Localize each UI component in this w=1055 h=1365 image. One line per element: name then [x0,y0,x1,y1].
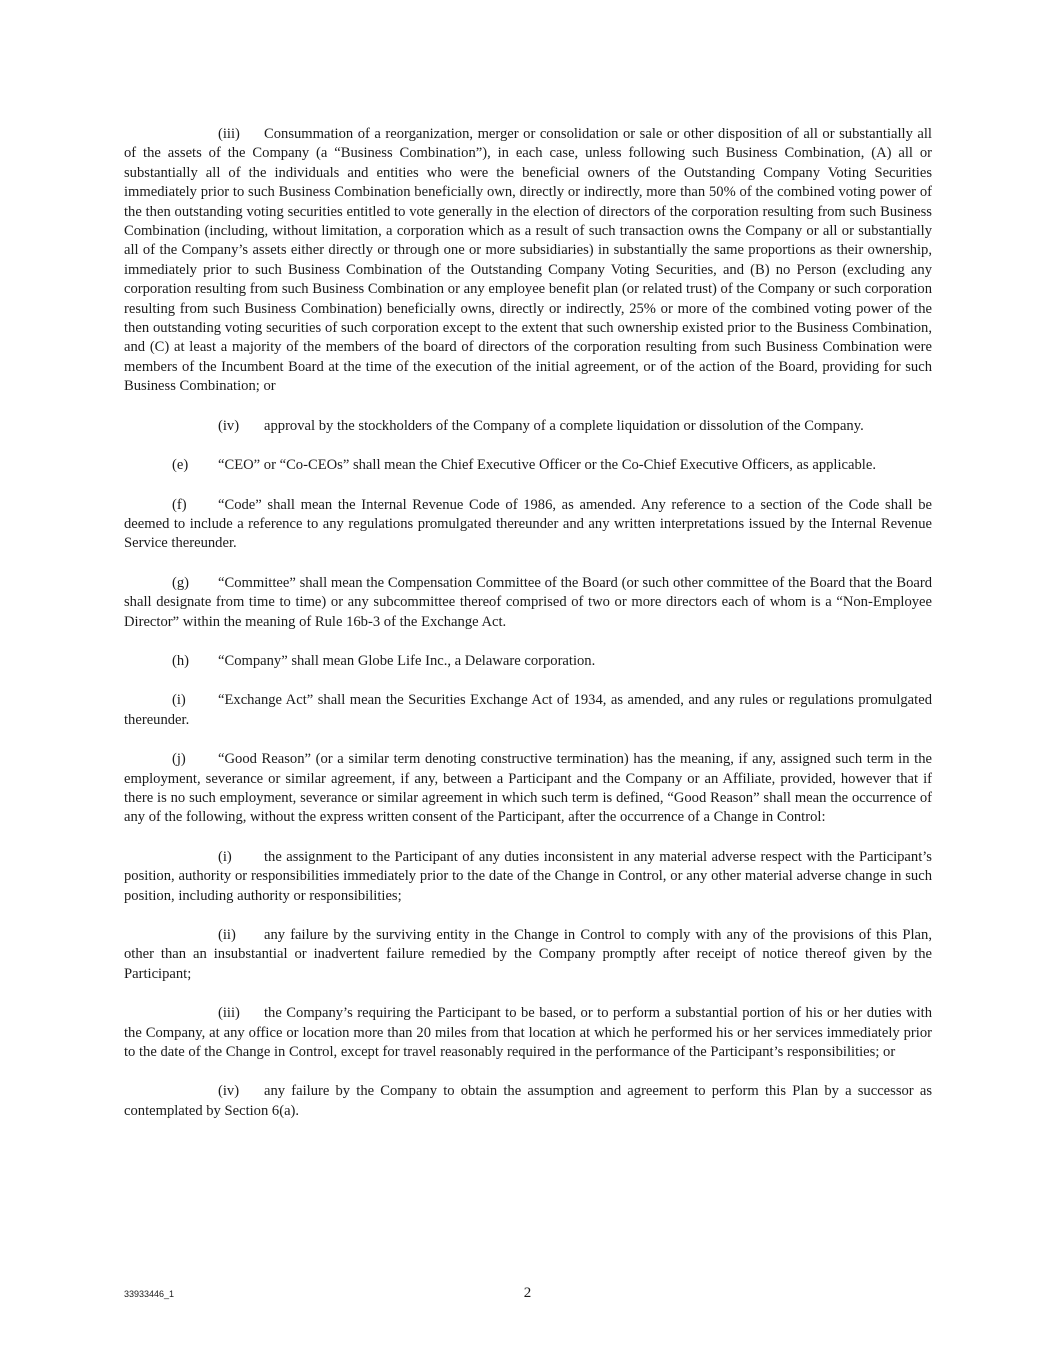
paragraph-number: (ii) [218,927,236,943]
paragraph-text: any failure by the Company to obtain the assumption and agreement to perform this Plan by a successor as contemplated by Section 6(a). [124,1083,932,1119]
paragraph-text: approval by the stockholders of the Company of a complete liquidation or dissolution of the Company. [264,417,864,434]
paragraph-number: (g) [172,574,190,591]
page-number: 2 [523,1285,532,1301]
paragraph-f-code [124,496,932,554]
paragraph-i-assignment [124,848,932,906]
paragraph-iii-relocation [124,1004,932,1062]
paragraph-number: (iii) [218,126,240,142]
paragraph-number: (iii) [218,1005,240,1022]
paragraph-text: “Committee” shall mean the Compensation Committee of the Board (or such other committee of the Board that the Board shall designate from time to time) or any subcommittee thereof comprised of two or more directors each of whom is a “Non-Employee Director” within the meaning of Rule 16b-3 of the Exchange Act. [124,574,932,630]
paragraph-iii-business-combination [124,125,932,397]
paragraph-text: “Good Reason” (or a similar term denoting constructive termination) has the meaning, if any, assigned such term in the employment, severance or similar agreement, if any, between a Participant and the Company or an Affiliate, provided, however that if there is no such employment, severance or similar agreement in which such term is defined, “Good Reason” shall mean the occurrence of any of the following, without the express written consent of the Participant, after the occurrence of a Change in Control: [124,751,932,826]
paragraph-text: the assignment to the Participant of any duties inconsistent in any material adverse respect with the Participant’s position, authority or responsibilities immediately prior to the date of the Change in Control, or any other material adverse change in such position, including authority or responsibilities; [124,848,932,904]
paragraph-number: (iv) [218,417,240,434]
paragraph-number: (i) [172,692,186,709]
document-id: 33933446_1 [124,1289,175,1299]
paragraph-iv-liquidation [124,417,932,436]
paragraph-number: (f) [172,496,187,513]
paragraph-ii-failure-to-comply [124,926,932,984]
paragraph-iv-successor [124,1082,932,1121]
paragraph-h-company [124,652,932,671]
paragraph-text: “CEO” or “Co-CEOs” shall mean the Chief Executive Officer or the Co-Chief Executive Officers, as applicable. [218,457,876,474]
paragraph-number: (i) [218,848,232,865]
paragraph-g-committee [124,574,932,632]
paragraph-e-ceo [124,456,932,475]
paragraph-text: “Company” shall mean Globe Life Inc., a Delaware corporation. [218,652,596,669]
document-body [124,125,932,1141]
paragraph-text: “Code” shall mean the Internal Revenue Code of 1986, as amended. Any reference to a section of the Code shall be deemed to include a reference to any regulations promulgated thereunder and any written interpretations issued by the Internal Revenue Service thereunder. [124,496,932,552]
paragraph-number: (e) [172,457,189,474]
paragraph-text: any failure by the surviving entity in the Change in Control to comply with any of the provisions of this Plan, other than an insubstantial or inadvertent failure remedied by the Company promptly after receipt of notice thereof given by the Participant; [124,927,932,982]
paragraph-number: (j) [172,751,186,768]
paragraph-j-good-reason [124,750,932,828]
paragraph-i-exchange-act [124,691,932,730]
paragraph-text: the Company’s requiring the Participant to be based, or to perform a substantial portion of his or her duties with the Company, at any office or location more than 20 miles from that location at which he performed his or her services immediately prior to the date of the Change in Control, except for travel reasonably required in the performance of the Participant’s responsibilities; or [124,1005,932,1061]
paragraph-text: “Exchange Act” shall mean the Securities Exchange Act of 1934, as amended, and any rules or regulations promulgated thereunder. [124,692,932,728]
paragraph-number: (h) [172,652,190,669]
paragraph-number: (iv) [218,1083,240,1100]
paragraph-text: Consummation of a reorganization, merger or consolidation or sale or other disposition of all or substantially all of the assets of the Company (a “Business Combination”), in each case, unless following such Business Combination, (A) all or substantially all of the individuals and entities who were the beneficial owners of the Outstanding Company Voting Securities immediately prior to such Business Combination beneficially own, directly or indirectly, more than 50% of the combined voting power of the then outstanding voting securities entitled to vote generally in the election of directors of the corporation resulting from such Business Combination (including, without limitation, a corporation which as a result of such transaction owns the Company or all or substantially all of the Company’s assets either directly or through one or more subsidiaries) in substantially the same proportions as their ownership, immediately prior to such Business Combination of the Outstanding Company Voting Securities, and (B) no Person (excluding any corporation resulting from such Business Combination or any employee benefit plan (or related trust) of the Company or such corporation resulting from such Business Combination) beneficially owns, directly or indirectly, 25% or more of the combined voting power of the then outstanding voting securities of such corporation except to the extent that such ownership existed prior to the Business Combination, and (C) at least a majority of the members of the board of directors of the corporation resulting from such Business Combination were members of the Incumbent Board at the time of the execution of the initial agreement, or of the action of the Board, providing for such Business Combination; or [124,126,932,395]
